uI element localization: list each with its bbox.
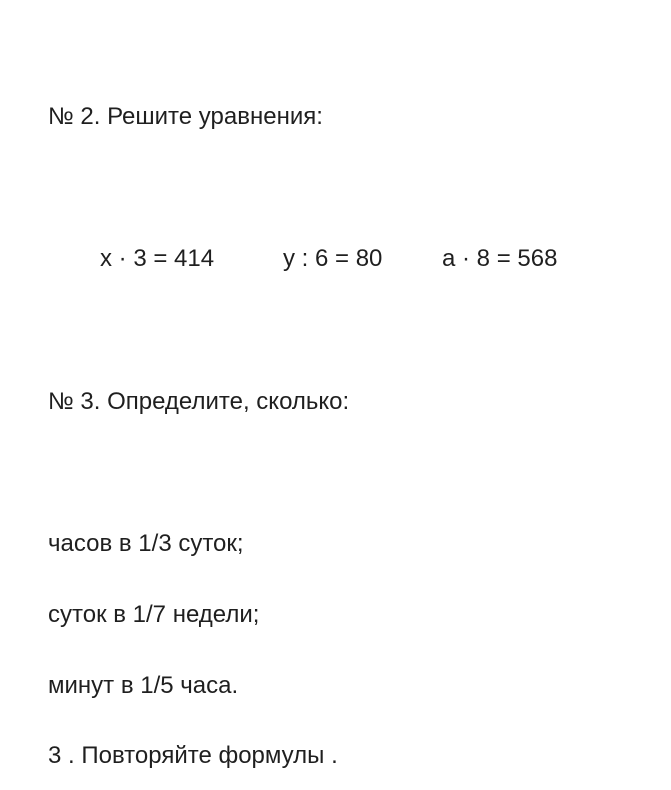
equation-3: a · 8 = 568 xyxy=(442,245,558,272)
task-3-item-hours: часов в 1/3 суток; xyxy=(48,530,244,557)
task-3-item-minutes: минут в 1/5 часа. xyxy=(48,672,239,699)
task-2-heading: № 2. Решите уравнения: xyxy=(48,103,323,130)
task-3-heading: № 3. Определите, сколько: xyxy=(48,388,350,415)
equation-2: y : 6 = 80 xyxy=(283,245,383,272)
equation-1: x · 3 = 414 xyxy=(100,245,215,272)
task-3-item-days: суток в 1/7 недели; xyxy=(48,601,260,628)
footer-instruction: 3 . Повторяйте формулы . xyxy=(48,742,338,769)
